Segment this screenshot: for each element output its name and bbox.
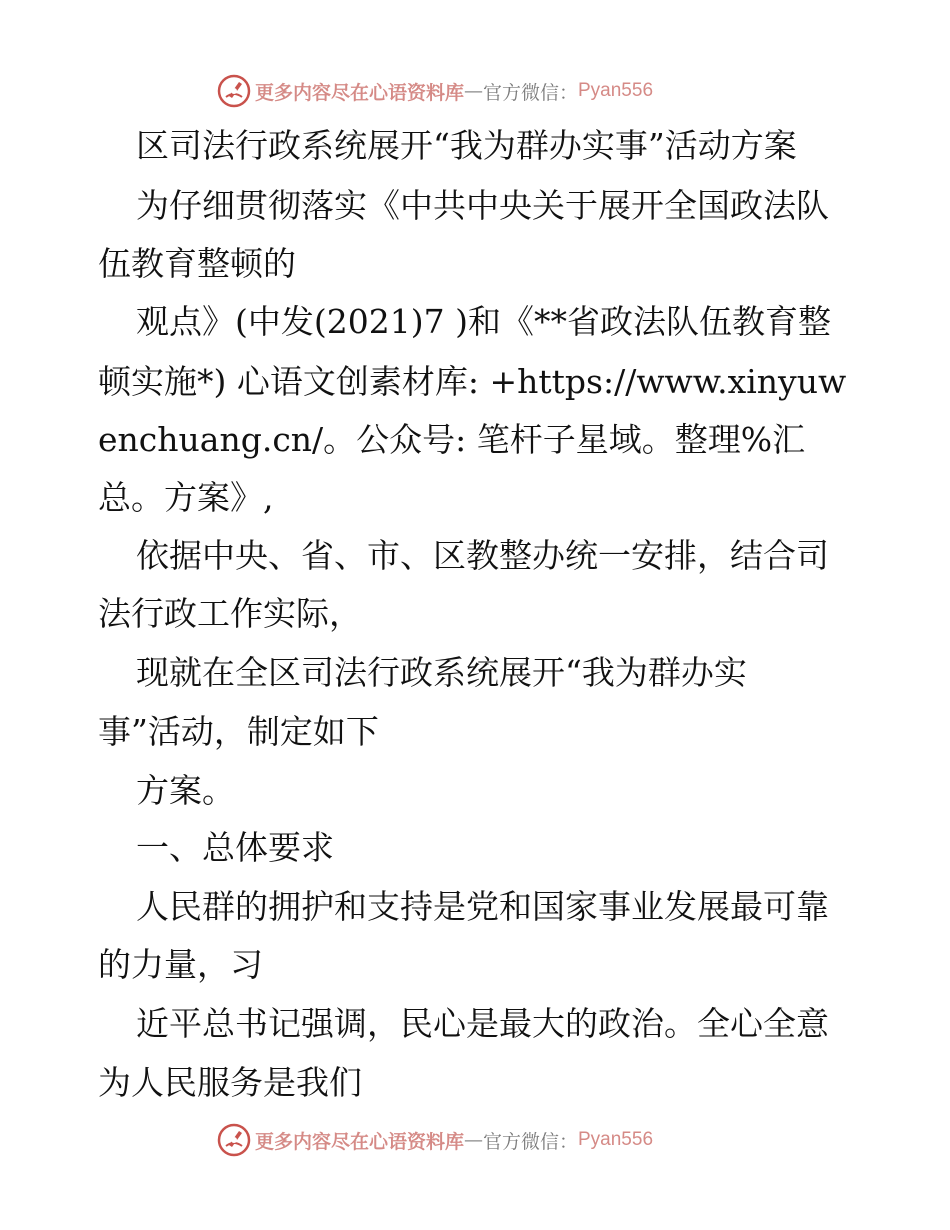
paragraph-line: 法行政工作实际， bbox=[98, 594, 362, 633]
watermark-wechat-id: Pyan556 bbox=[578, 1129, 654, 1150]
paragraph-line: 事”活动，制定如下 bbox=[98, 712, 379, 751]
watermark-separator: — bbox=[463, 1129, 483, 1151]
paragraph-line: 总。方案》, bbox=[98, 478, 274, 517]
paragraph-line: 为仔细贯彻落实《中共中央关于展开全国政法队 bbox=[136, 186, 829, 225]
paragraph-line: 人民群的拥护和支持是党和国家事业发展最可靠 bbox=[136, 887, 829, 926]
paragraph-line: 近平总书记强调，民心是最大的政治。全心全意 bbox=[136, 1004, 829, 1043]
paragraph-line: 的力量，习 bbox=[98, 945, 263, 984]
paragraph-line: 方案。 bbox=[136, 771, 235, 810]
watermark-brand: 更多内容尽在心语资料库 bbox=[254, 1130, 464, 1153]
paragraph-line: 顿实施*) 心语文创素材库: +https://www.xinyuw bbox=[98, 362, 847, 401]
paragraph-line: 依据中央、省、市、区教整办统一安排，结合司 bbox=[136, 536, 829, 575]
document-title: 区司法行政系统展开“我为群办实事”活动方案 bbox=[136, 126, 797, 165]
paragraph-line: enchuang.cn/。公众号: 笔杆子星域。整理%汇 bbox=[98, 420, 806, 459]
pen-book-logo-icon bbox=[217, 1123, 251, 1157]
paragraph-line: 伍教育整顿的 bbox=[98, 244, 296, 283]
watermark-separator: — bbox=[463, 80, 483, 102]
watermark-wechat-label: 官方微信： bbox=[482, 1130, 578, 1153]
section-heading: 一、总体要求 bbox=[136, 828, 334, 867]
footer-watermark bbox=[0, 1120, 950, 1160]
watermark-wechat-id: Pyan556 bbox=[578, 80, 654, 101]
watermark-brand: 更多内容尽在心语资料库 bbox=[254, 81, 464, 104]
watermark-wechat-label: 官方微信： bbox=[482, 81, 578, 104]
paragraph-line: 现就在全区司法行政系统展开“我为群办实 bbox=[136, 653, 747, 692]
paragraph-line: 为人民服务是我们 bbox=[98, 1063, 362, 1102]
paragraph-line: 观点》(中发(2021)7 )和《**省政法队伍教育整 bbox=[136, 302, 831, 341]
